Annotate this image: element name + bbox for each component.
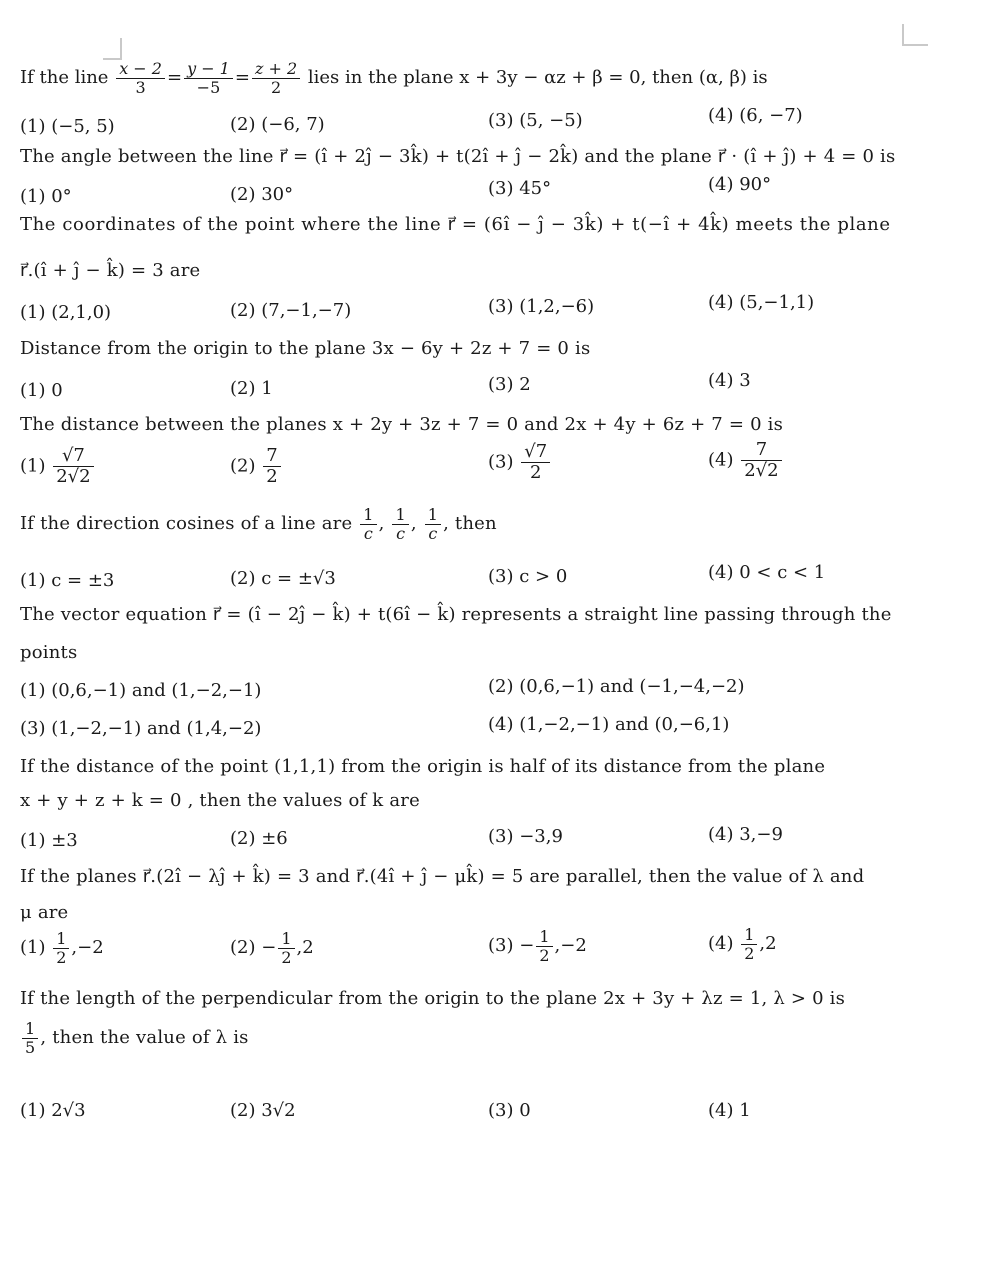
- fraction: $\frac{x - 2}{3}$: [116, 60, 165, 96]
- option-1[interactable]: (1) 2√3: [20, 1100, 86, 1121]
- option-2[interactable]: (2) (−6, 7): [230, 114, 325, 135]
- option-4[interactable]: (4) 0 < c < 1: [708, 562, 826, 583]
- option-2[interactable]: (2) $\frac{7}{2}$: [230, 446, 283, 487]
- question-9-line-1: If the planes r⃗.(2î − λĵ + k̂) = 3 and r⃗.(4î + ĵ − μk̂) = 5 are parallel, then the value of λ and: [20, 866, 865, 887]
- question-2: The angle between the line r⃗ = (î + 2ĵ − 3k̂) + t(2î + ĵ − 2k̂) and the plane r⃗ · (î + ĵ) + 4 = 0 is: [20, 146, 896, 167]
- option-3[interactable]: (3) 0: [488, 1100, 531, 1121]
- option-4[interactable]: (4) $\frac{7}{2√2}$: [708, 440, 784, 481]
- option-1[interactable]: (1) ±3: [20, 830, 78, 851]
- fraction: $\frac{1}{c}$: [360, 506, 376, 542]
- corner-mark-horizontal: [902, 44, 928, 46]
- fraction: $\frac{1}{c}$: [425, 506, 441, 542]
- fraction: $\frac{z + 2}{2}$: [252, 60, 300, 96]
- question-10-line-2: $\frac{1}{5}$ , then the value of λ is: [20, 1020, 900, 1056]
- question-3-line-2: r⃗.(î + ĵ − k̂) = 3 are: [20, 260, 201, 281]
- option-4[interactable]: (4) 1: [708, 1100, 751, 1121]
- option-2[interactable]: (2) ±6: [230, 828, 288, 849]
- fraction: $\frac{1}{c}$: [392, 506, 408, 542]
- option-3[interactable]: (3) (5, −5): [488, 110, 583, 131]
- option-2[interactable]: (2) (0,6,−1) and (−1,−4,−2): [488, 676, 745, 697]
- option-4[interactable]: (4) (1,−2,−1) and (0,−6,1): [488, 714, 730, 735]
- fraction: $\frac{1}{5}$: [22, 1020, 38, 1056]
- option-1[interactable]: (1) 0°: [20, 186, 72, 207]
- option-1[interactable]: (1) (0,6,−1) and (1,−2,−1): [20, 680, 262, 701]
- question-10-line-1: If the length of the perpendicular from the origin to the plane 2x + 3y + λz = 1, λ > 0 is: [20, 988, 846, 1009]
- question-5: The distance between the planes x + 2y + 3z + 7 = 0 and 2x + 4y + 6z + 7 = 0 is: [20, 414, 784, 435]
- question-9-line-2: μ are: [20, 902, 69, 923]
- option-1[interactable]: (1) 0: [20, 380, 63, 401]
- fraction: $\frac{√7}{2}$: [521, 442, 550, 483]
- option-4[interactable]: (4) 90°: [708, 174, 772, 195]
- fraction: $\frac{y - 1}{-5}$: [184, 60, 233, 96]
- option-1[interactable]: (1) $\frac{√7}{2√2}$: [20, 446, 96, 487]
- question-8-line-2: x + y + z + k = 0 , then the values of k are: [20, 790, 420, 811]
- option-1[interactable]: (1) (2,1,0): [20, 302, 112, 323]
- option-1[interactable]: (1) c = ±3: [20, 570, 115, 591]
- option-3[interactable]: (3) 2: [488, 374, 531, 395]
- fraction: $\frac{√7}{2√2}$: [53, 446, 93, 487]
- fraction: $\frac{1}{2}$: [53, 930, 69, 966]
- corner-mark-vertical: [902, 24, 904, 46]
- option-3[interactable]: (3) c > 0: [488, 566, 568, 587]
- option-2[interactable]: (2) c = ±√3: [230, 568, 336, 589]
- option-4[interactable]: (4) (6, −7): [708, 105, 803, 126]
- option-4[interactable]: (4) (5,−1,1): [708, 292, 815, 313]
- top-crop-mark-vertical: [120, 38, 122, 60]
- fraction: $\frac{1}{2}$: [536, 928, 552, 964]
- question-1: If the line $\frac{x - 2}{3}$ = $\frac{y - 1}{-5}$ = $\frac{z + 2}{2}$ lies in the plane x + 3y − αz + β = 0, then (α, β) is: [20, 59, 768, 97]
- option-4[interactable]: (4) $\frac{1}{2}$ ,2: [708, 925, 777, 963]
- option-1[interactable]: (1) $\frac{1}{2}$ ,−2: [20, 929, 104, 967]
- option-3[interactable]: (3) $\frac{√7}{2}$: [488, 442, 552, 483]
- option-2[interactable]: (2) − $\frac{1}{2}$ ,2: [230, 929, 314, 967]
- question-4: Distance from the origin to the plane 3x − 6y + 2z + 7 = 0 is: [20, 338, 591, 359]
- option-3[interactable]: (3) −3,9: [488, 826, 563, 847]
- option-1[interactable]: (1) (−5, 5): [20, 116, 115, 137]
- option-3[interactable]: (3) (1,2,−6): [488, 296, 595, 317]
- question-8-line-1: If the distance of the point (1,1,1) from the origin is half of its distance from the plane: [20, 756, 826, 777]
- option-2[interactable]: (2) (7,−1,−7): [230, 300, 352, 321]
- question-7-line-2: points: [20, 642, 78, 663]
- fraction: $\frac{7}{2√2}$: [741, 440, 781, 481]
- question-7-line-1: The vector equation r⃗ = (î − 2ĵ − k̂) + t(6î − k̂) represents a straight line passing through the: [20, 604, 892, 625]
- option-3[interactable]: (3) (1,−2,−1) and (1,4,−2): [20, 718, 262, 739]
- option-2[interactable]: (2) 30°: [230, 184, 294, 205]
- option-2[interactable]: (2) 3√2: [230, 1100, 296, 1121]
- option-4[interactable]: (4) 3,−9: [708, 824, 783, 845]
- option-2[interactable]: (2) 1: [230, 378, 273, 399]
- fraction: $\frac{1}{2}$: [278, 930, 294, 966]
- option-3[interactable]: (3) − $\frac{1}{2}$ ,−2: [488, 927, 587, 965]
- question-6: If the direction cosines of a line are $\frac{1}{c}$ , $\frac{1}{c}$ , $\frac{1}{c}$ , then: [20, 505, 497, 543]
- fraction: $\frac{7}{2}$: [263, 446, 280, 487]
- question-3-line-1: The coordinates of the point where the line r⃗ = (6î − ĵ − 3k̂) + t(−î + 4k̂) meets the plane: [20, 214, 891, 235]
- option-4[interactable]: (4) 3: [708, 370, 751, 391]
- fraction: $\frac{1}{2}$: [741, 926, 757, 962]
- option-3[interactable]: (3) 45°: [488, 178, 552, 199]
